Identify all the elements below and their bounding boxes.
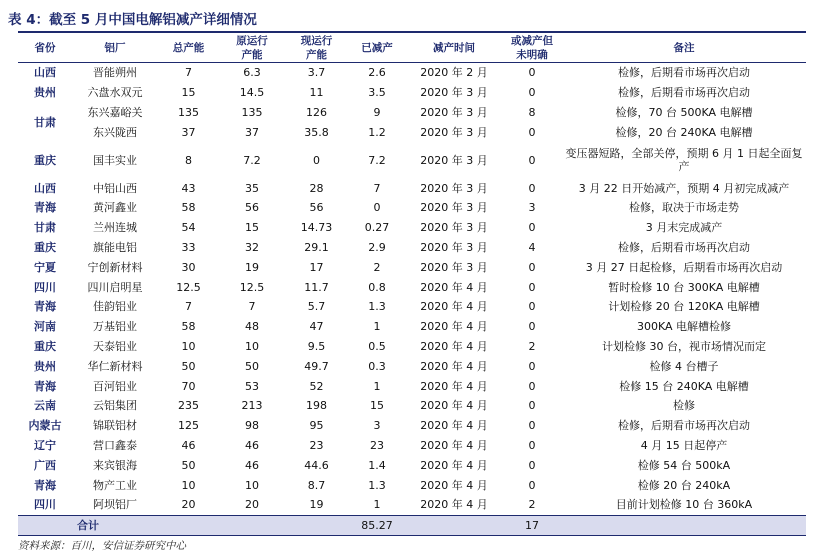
cell-total: 58 bbox=[181, 320, 196, 334]
table-row bbox=[18, 103, 806, 123]
cell-time: 2020 年 4 月 bbox=[420, 300, 488, 314]
cell-unclear: 0 bbox=[528, 438, 536, 452]
cell-cut: 1 bbox=[373, 320, 381, 334]
cell-province: 青海 bbox=[34, 379, 56, 393]
cell-note: 300KA 电解槽检修 bbox=[636, 320, 732, 334]
cell-note: 目前计划检修 10 台 360kA bbox=[615, 498, 753, 512]
cell-unclear: 0 bbox=[528, 260, 536, 274]
cell-orig: 10 bbox=[245, 339, 259, 353]
cell-total: 50 bbox=[181, 458, 196, 472]
cell-province: 重庆 bbox=[34, 153, 56, 167]
cell-plant: 华仁新材料 bbox=[87, 359, 143, 373]
cell-note: 检修 15 台 240KA 电解槽 bbox=[619, 379, 749, 393]
cell-curr: 3.7 bbox=[307, 66, 326, 80]
cell-plant: 晋能朔州 bbox=[93, 66, 137, 80]
cell-orig: 10 bbox=[245, 478, 259, 492]
cell-note: 检修，后期看市场再次启动 bbox=[618, 419, 750, 433]
table-row bbox=[18, 257, 806, 277]
cell-cut: 1.2 bbox=[368, 125, 386, 139]
cell-time: 2020 年 4 月 bbox=[420, 359, 488, 373]
cell-province: 四川 bbox=[34, 280, 56, 294]
cell-unclear: 0 bbox=[528, 359, 536, 373]
cell-province: 青海 bbox=[34, 201, 56, 215]
header-row bbox=[18, 33, 806, 63]
cell-orig: 32 bbox=[245, 240, 259, 254]
cell-province: 辽宁 bbox=[34, 438, 56, 452]
table-body bbox=[18, 63, 806, 516]
table-row bbox=[18, 317, 806, 337]
total-label: 合计 bbox=[18, 515, 158, 535]
table-row bbox=[18, 277, 806, 297]
cell-orig: 7 bbox=[248, 300, 256, 314]
table-row bbox=[18, 416, 806, 436]
cell-curr: 47 bbox=[309, 320, 324, 334]
table-row bbox=[18, 376, 806, 396]
cell-curr: 126 bbox=[306, 105, 327, 119]
cell-total: 10 bbox=[181, 339, 196, 353]
cell-plant: 旗能电铝 bbox=[93, 240, 137, 254]
cell-time: 2020 年 4 月 bbox=[420, 339, 488, 353]
cell-curr: 11.7 bbox=[304, 280, 329, 294]
header-plant: 铝厂 bbox=[72, 33, 158, 63]
cell-cut: 1.3 bbox=[368, 478, 386, 492]
cell-cut: 0 bbox=[373, 201, 381, 215]
cell-unclear: 2 bbox=[528, 339, 536, 353]
cell-province: 四川 bbox=[34, 498, 56, 512]
cell-note: 计划检修 20 台 120KA 电解槽 bbox=[608, 300, 760, 314]
table-row bbox=[18, 63, 806, 83]
cell-note: 检修 bbox=[673, 399, 695, 413]
cell-plant: 营口鑫泰 bbox=[93, 438, 137, 452]
cell-cut: 0.8 bbox=[368, 280, 386, 294]
cell-province: 青海 bbox=[34, 300, 56, 314]
cell-note: 检修 54 台 500kA bbox=[637, 458, 731, 472]
cell-curr: 14.73 bbox=[300, 221, 333, 235]
table-row bbox=[18, 198, 806, 218]
cell-total: 50 bbox=[181, 359, 196, 373]
cell-province: 河南 bbox=[34, 320, 56, 334]
cell-orig: 48 bbox=[245, 320, 259, 334]
cell-province: 重庆 bbox=[34, 339, 56, 353]
cell-cut: 0.3 bbox=[368, 359, 386, 373]
cell-unclear: 2 bbox=[528, 498, 536, 512]
table-row bbox=[18, 436, 806, 456]
cell-plant: 百河铝业 bbox=[93, 379, 137, 393]
cell-plant: 万基铝业 bbox=[93, 320, 137, 334]
cell-province: 甘肃 bbox=[34, 115, 56, 129]
cell-province: 青海 bbox=[34, 478, 56, 492]
cell-orig: 7.2 bbox=[243, 153, 261, 167]
cell-unclear: 0 bbox=[528, 419, 536, 433]
cell-cut: 1.3 bbox=[368, 300, 386, 314]
cell-curr: 29.1 bbox=[304, 240, 329, 254]
cell-total: 30 bbox=[181, 260, 196, 274]
cell-time: 2020 年 4 月 bbox=[420, 458, 488, 472]
cell-unclear: 0 bbox=[528, 125, 536, 139]
cell-plant: 兰州连城 bbox=[93, 221, 137, 235]
cell-unclear: 0 bbox=[528, 458, 536, 472]
cell-cut: 1 bbox=[373, 379, 381, 393]
cell-plant: 宁创新材料 bbox=[87, 260, 143, 274]
cell-unclear: 8 bbox=[528, 105, 536, 119]
cell-time: 2020 年 3 月 bbox=[420, 86, 488, 100]
cell-time: 2020 年 4 月 bbox=[420, 320, 488, 334]
cell-plant: 佳韵铝业 bbox=[93, 300, 137, 314]
cell-plant: 阿坝铝厂 bbox=[93, 498, 137, 512]
cell-note: 检修，后期看市场再次启动 bbox=[618, 240, 750, 254]
cell-province: 贵州 bbox=[34, 359, 56, 373]
cell-curr: 95 bbox=[309, 419, 324, 433]
cell-unclear: 4 bbox=[528, 240, 536, 254]
cell-plant: 物产工业 bbox=[93, 478, 137, 492]
cell-note: 检修 4 台槽子 bbox=[649, 359, 719, 373]
cell-time: 2020 年 4 月 bbox=[420, 438, 488, 452]
cell-note: 暂时检修 10 台 300KA 电解槽 bbox=[608, 280, 760, 294]
table-row bbox=[18, 122, 806, 142]
cell-total: 7 bbox=[185, 66, 192, 80]
cell-cut: 0.27 bbox=[364, 221, 390, 235]
cell-note: 检修，70 台 500KA 电解槽 bbox=[615, 105, 753, 119]
cell-plant: 东兴陇西 bbox=[93, 125, 137, 139]
header-province: 省份 bbox=[18, 33, 72, 63]
cell-cut: 3 bbox=[373, 419, 381, 433]
cell-unclear: 0 bbox=[528, 379, 536, 393]
cell-province: 贵州 bbox=[34, 86, 56, 100]
cell-note: 检修，后期看市场再次启动 bbox=[618, 86, 750, 100]
total-unclear: 17 bbox=[502, 515, 562, 535]
smelter-cut-table bbox=[18, 33, 806, 536]
header-note: 备注 bbox=[562, 33, 806, 63]
cell-time: 2020 年 3 月 bbox=[420, 181, 488, 195]
cell-plant: 云铝集团 bbox=[93, 399, 137, 413]
cell-cut: 23 bbox=[370, 438, 384, 452]
cell-note: 变压器短路，全部关停，预期 6 月 1 日起全面复产 bbox=[565, 147, 803, 174]
table-row bbox=[18, 475, 806, 495]
cell-cut: 1.4 bbox=[368, 458, 386, 472]
cell-time: 2020 年 3 月 bbox=[420, 153, 488, 167]
cell-cut: 3.5 bbox=[368, 86, 386, 100]
cell-curr: 9.5 bbox=[307, 339, 326, 353]
cell-curr: 49.7 bbox=[304, 359, 329, 373]
cell-plant: 国丰实业 bbox=[93, 153, 137, 167]
cell-plant: 东兴嘉峪关 bbox=[87, 105, 143, 119]
cell-orig: 46 bbox=[245, 438, 259, 452]
cell-total: 235 bbox=[178, 399, 199, 413]
cell-unclear: 0 bbox=[528, 153, 536, 167]
cell-curr: 44.6 bbox=[304, 458, 329, 472]
cell-note: 检修，20 台 240KA 电解槽 bbox=[615, 125, 753, 139]
cell-unclear: 0 bbox=[528, 66, 536, 80]
table-row bbox=[18, 218, 806, 238]
cell-cut: 0.5 bbox=[368, 339, 386, 353]
cell-cut: 7 bbox=[373, 181, 381, 195]
cell-curr: 0 bbox=[313, 153, 320, 167]
cell-total: 33 bbox=[181, 240, 196, 254]
cell-plant: 锦联铝材 bbox=[93, 419, 137, 433]
table-row bbox=[18, 356, 806, 376]
cell-orig: 37 bbox=[245, 125, 259, 139]
table-row bbox=[18, 238, 806, 258]
table-row bbox=[18, 495, 806, 515]
cell-note: 3 月末完成减产 bbox=[645, 221, 723, 235]
cell-orig: 20 bbox=[245, 498, 259, 512]
cell-total: 7 bbox=[185, 300, 192, 314]
total-row bbox=[18, 515, 806, 535]
cell-time: 2020 年 3 月 bbox=[420, 105, 488, 119]
cell-curr: 28 bbox=[309, 181, 324, 195]
header-original-capacity: 原运行 产能 bbox=[219, 33, 285, 63]
cell-orig: 35 bbox=[245, 181, 259, 195]
cell-unclear: 0 bbox=[528, 86, 536, 100]
cell-curr: 35.8 bbox=[304, 125, 329, 139]
cell-time: 2020 年 2 月 bbox=[420, 66, 488, 80]
cell-total: 54 bbox=[181, 221, 196, 235]
table-row bbox=[18, 396, 806, 416]
cell-plant: 四川启明星 bbox=[87, 280, 143, 294]
cell-note: 检修，取决于市场走势 bbox=[629, 201, 739, 215]
cell-curr: 56 bbox=[309, 201, 324, 215]
header-current-capacity: 现运行 产能 bbox=[285, 33, 348, 63]
cell-time: 2020 年 3 月 bbox=[420, 221, 488, 235]
cell-curr: 198 bbox=[306, 399, 327, 413]
cell-cut: 7.2 bbox=[368, 153, 386, 167]
header-unclear: 或减产但 未明确 bbox=[502, 33, 562, 63]
cell-plant: 天泰铝业 bbox=[93, 339, 137, 353]
cell-province: 山西 bbox=[34, 181, 56, 195]
cell-note: 检修，后期看市场再次启动 bbox=[618, 66, 750, 80]
cell-orig: 53 bbox=[245, 379, 259, 393]
cell-province: 内蒙古 bbox=[28, 419, 62, 433]
cell-total: 10 bbox=[181, 478, 196, 492]
header-cut: 已减产 bbox=[348, 33, 406, 63]
cell-orig: 14.5 bbox=[239, 86, 265, 100]
cell-orig: 15 bbox=[245, 221, 259, 235]
cell-curr: 23 bbox=[309, 438, 324, 452]
cell-plant: 黄河鑫业 bbox=[93, 201, 137, 215]
cell-note: 计划检修 30 台，视市场情况而定 bbox=[602, 339, 766, 353]
cell-unclear: 3 bbox=[528, 201, 536, 215]
cell-unclear: 0 bbox=[528, 280, 536, 294]
cell-orig: 6.3 bbox=[243, 66, 261, 80]
cell-cut: 2.6 bbox=[368, 66, 386, 80]
cell-total: 8 bbox=[185, 153, 192, 167]
cell-total: 125 bbox=[178, 419, 199, 433]
cell-orig: 19 bbox=[245, 260, 259, 274]
cell-note: 检修 20 台 240kA bbox=[637, 478, 731, 492]
cell-cut: 2 bbox=[373, 260, 381, 274]
source-note: 资料来源：百川，安信证券研究中心 bbox=[18, 540, 186, 552]
cell-time: 2020 年 3 月 bbox=[420, 240, 488, 254]
cell-time: 2020 年 4 月 bbox=[420, 280, 488, 294]
cell-curr: 8.7 bbox=[307, 478, 326, 492]
cell-time: 2020 年 4 月 bbox=[420, 478, 488, 492]
cell-time: 2020 年 4 月 bbox=[420, 379, 488, 393]
table-row bbox=[18, 455, 806, 475]
cell-orig: 50 bbox=[245, 359, 259, 373]
cell-province: 宁夏 bbox=[34, 260, 56, 274]
cell-time: 2020 年 4 月 bbox=[420, 498, 488, 512]
cell-curr: 52 bbox=[309, 379, 324, 393]
cell-province: 重庆 bbox=[34, 240, 56, 254]
cell-cut: 1 bbox=[373, 498, 381, 512]
cell-unclear: 0 bbox=[528, 181, 536, 195]
cell-time: 2020 年 3 月 bbox=[420, 125, 488, 139]
cell-total: 37 bbox=[181, 125, 196, 139]
cell-total: 43 bbox=[181, 181, 196, 195]
cell-cut: 15 bbox=[370, 399, 384, 413]
cell-total: 20 bbox=[181, 498, 196, 512]
cell-curr: 17 bbox=[309, 260, 324, 274]
header-cut-time: 减产时间 bbox=[406, 33, 502, 63]
cell-time: 2020 年 3 月 bbox=[420, 260, 488, 274]
cell-plant: 六盘水双元 bbox=[87, 86, 143, 100]
cell-total: 58 bbox=[181, 201, 196, 215]
cell-unclear: 0 bbox=[528, 300, 536, 314]
cell-cut: 9 bbox=[373, 105, 381, 119]
cell-curr: 5.7 bbox=[307, 300, 326, 314]
cell-unclear: 0 bbox=[528, 399, 536, 413]
cell-plant: 来宾银海 bbox=[93, 458, 137, 472]
cell-curr: 19 bbox=[309, 498, 324, 512]
cell-province: 广西 bbox=[34, 458, 56, 472]
cell-time: 2020 年 4 月 bbox=[420, 399, 488, 413]
cell-note: 4 月 15 日起停产 bbox=[640, 438, 728, 452]
cell-orig: 12.5 bbox=[239, 280, 265, 294]
table-row bbox=[18, 142, 806, 178]
cell-total: 135 bbox=[178, 105, 199, 119]
cell-province: 云南 bbox=[34, 399, 56, 413]
cell-province: 甘肃 bbox=[34, 221, 56, 235]
cell-total: 70 bbox=[181, 379, 196, 393]
cell-province: 山西 bbox=[34, 66, 56, 80]
cell-orig: 135 bbox=[241, 105, 263, 119]
cell-total: 46 bbox=[181, 438, 196, 452]
cell-note: 3 月 27 日起检修，后期看市场再次启动 bbox=[585, 260, 783, 274]
total-cut: 85.27 bbox=[348, 515, 406, 535]
cell-orig: 46 bbox=[245, 458, 259, 472]
header-total-capacity: 总产能 bbox=[158, 33, 219, 63]
cell-curr: 11 bbox=[309, 86, 324, 100]
cell-cut: 2.9 bbox=[368, 240, 386, 254]
table-row bbox=[18, 83, 806, 103]
cell-time: 2020 年 3 月 bbox=[420, 201, 488, 215]
cell-unclear: 0 bbox=[528, 320, 536, 334]
table-row bbox=[18, 297, 806, 317]
cell-unclear: 0 bbox=[528, 221, 536, 235]
cell-unclear: 0 bbox=[528, 478, 536, 492]
table-title: 表 4：截至 5 月中国电解铝减产详细情况 bbox=[8, 12, 257, 28]
table-row bbox=[18, 178, 806, 198]
table-row bbox=[18, 337, 806, 357]
cell-orig: 56 bbox=[245, 201, 259, 215]
cell-orig: 213 bbox=[241, 399, 263, 413]
cell-time: 2020 年 4 月 bbox=[420, 419, 488, 433]
cell-total: 12.5 bbox=[176, 280, 201, 294]
cell-orig: 98 bbox=[245, 419, 259, 433]
cell-plant: 中铝山西 bbox=[93, 181, 137, 195]
cell-note: 3 月 22 日开始减产，预期 4 月初完成减产 bbox=[578, 181, 790, 195]
cell-total: 15 bbox=[181, 86, 196, 100]
